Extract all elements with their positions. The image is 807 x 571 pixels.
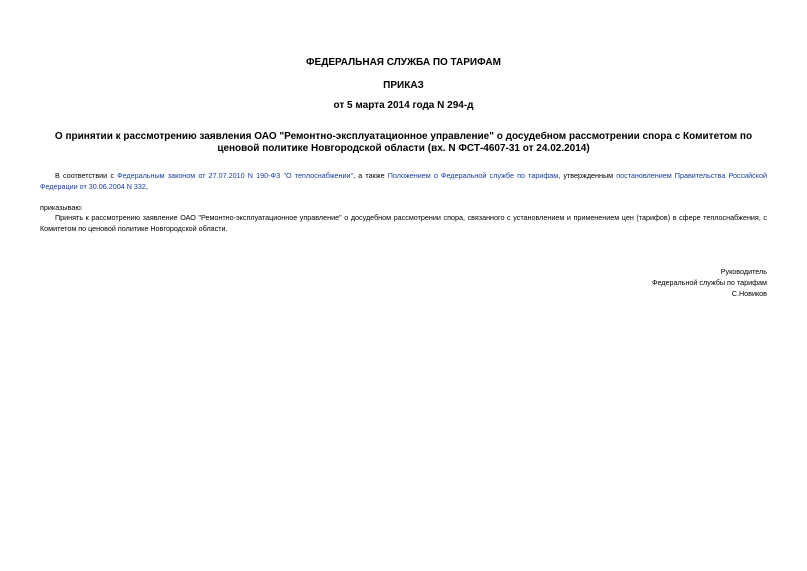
orders-text: приказываю: bbox=[40, 203, 83, 212]
signature-organization: Федеральной службы по тарифам bbox=[652, 278, 767, 287]
government-decree-link[interactable]: постановлением Правительства Российской Федерации от 30.06.2004 N 332 bbox=[40, 171, 768, 191]
decision-paragraph: Принять к рассмотрению заявление ОАО "Ремонтно-эксплуатационное управление" о досудебном рассмотрении спора, связанного с установлением и применением цен (тарифов) в сфере теплоснабжения, с Комитетом по ценовой политике Новгородской области. bbox=[40, 213, 767, 233]
basis-prefix: В соответствии с bbox=[55, 171, 118, 180]
document-type-heading: ПРИКАЗ bbox=[383, 80, 424, 91]
agency-heading: ФЕДЕРАЛЬНАЯ СЛУЖБА ПО ТАРИФАМ bbox=[306, 57, 501, 68]
basis-paragraph bbox=[40, 171, 767, 192]
signature-title: Руководитель bbox=[720, 267, 767, 276]
basis-mid-text-1: , а также bbox=[353, 171, 388, 180]
basis-mid-text-2: , утвержденным bbox=[558, 171, 617, 180]
signature-name: С.Новиков bbox=[731, 289, 767, 298]
document-date: от 5 марта 2014 года N 294-д bbox=[333, 100, 474, 111]
regulation-link[interactable]: Положением о Федеральной службе по тарифам bbox=[387, 171, 559, 180]
federal-law-link[interactable]: Федеральным законом от 27.07.2010 N 190-ФЗ "О теплоснабжении" bbox=[117, 171, 354, 180]
document-subject: О принятии к рассмотрению заявления ОАО "Ремонтно-эксплуатационное управление" о досудебном рассмотрении спора с Комитетом по ценовой политике Новгородской области (вх. N ФСТ-4607-31 от 24.02.2014) bbox=[54, 131, 753, 154]
basis-suffix: , bbox=[145, 181, 148, 191]
